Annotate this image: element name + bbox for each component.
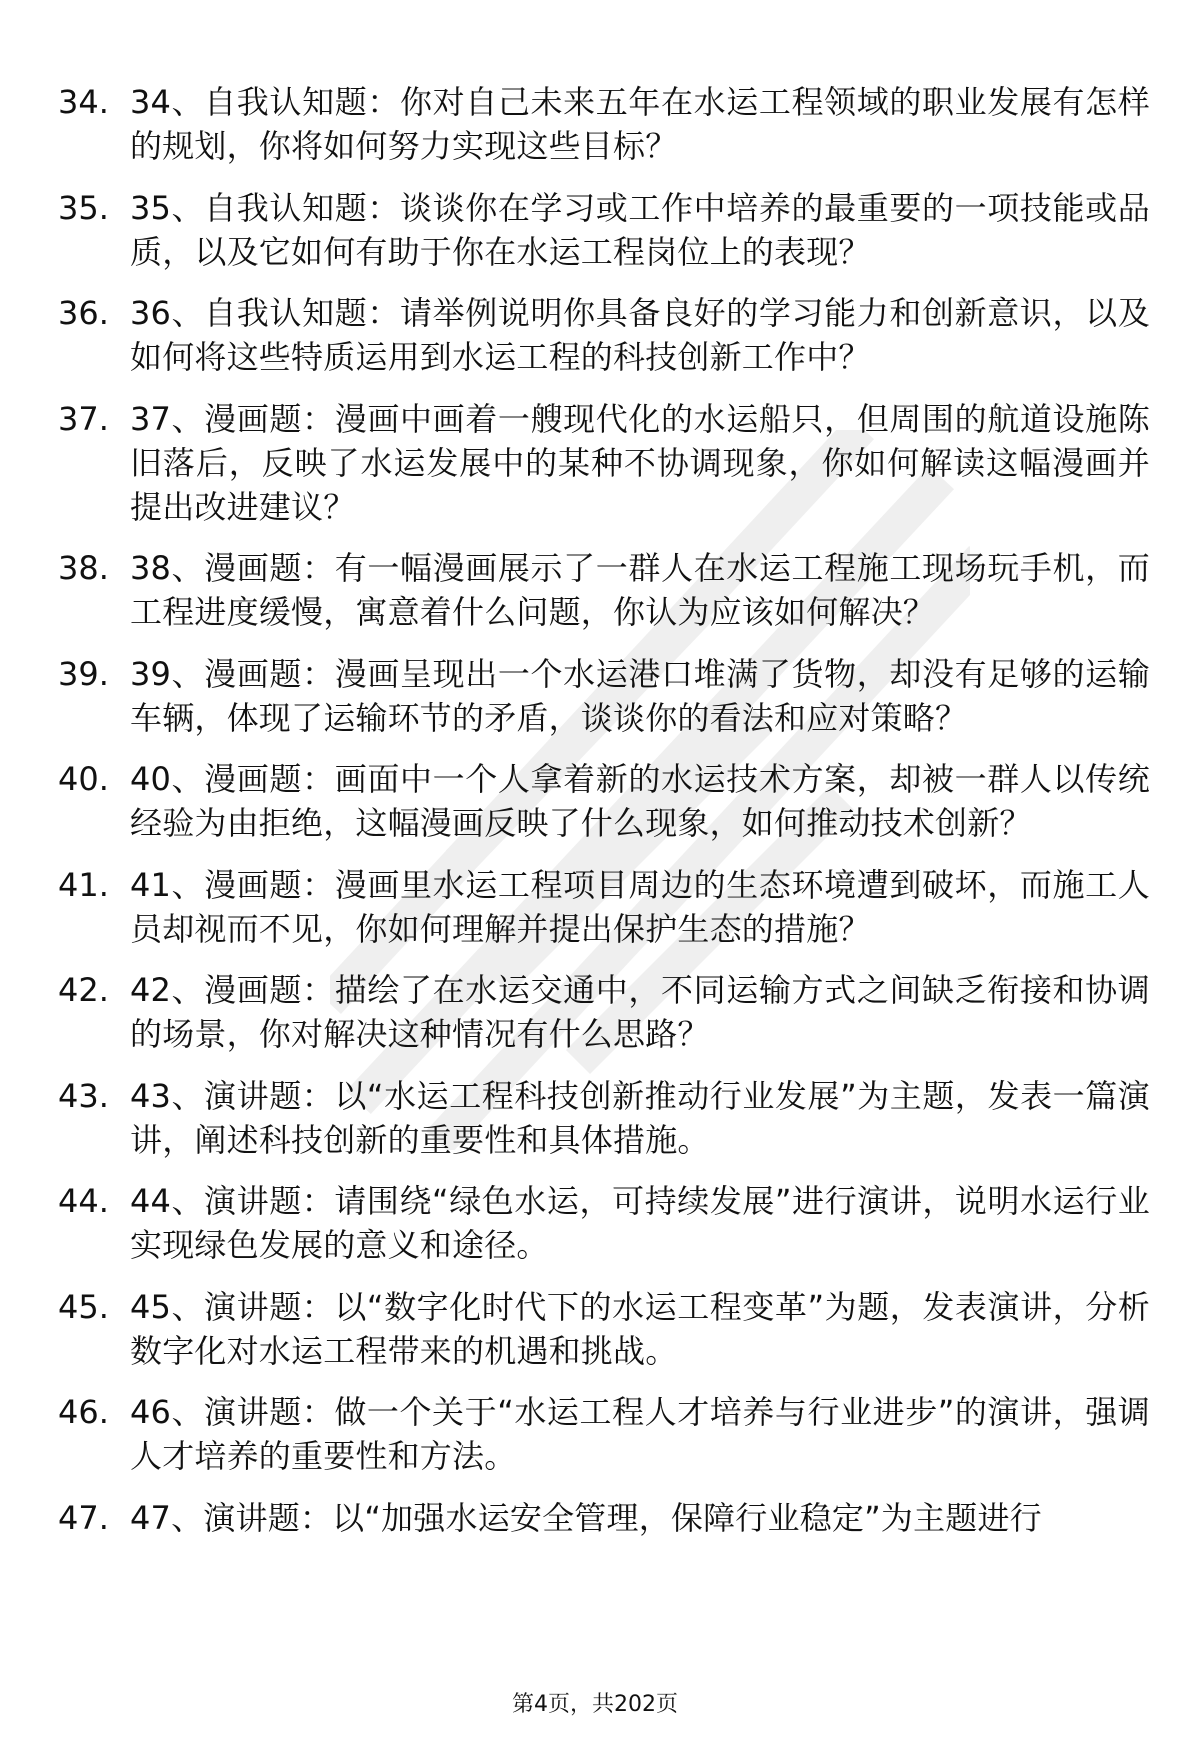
question-item: [58, 1496, 1150, 1540]
question-item: [58, 397, 1150, 529]
question-text: 44、演讲题：请围绕“绿色水运，可持续发展”进行演讲，说明水运行业实现绿色发展的意义和途径。: [130, 1182, 1150, 1264]
question-number: 44.: [58, 1182, 109, 1220]
question-text: 36、自我认知题：请举例说明你具备良好的学习能力和创新意识，以及如何将这些特质运用到水运工程的科技创新工作中？: [130, 294, 1150, 376]
question-item: [58, 1285, 1150, 1373]
question-text: 45、演讲题：以“数字化时代下的水运工程变革”为题，发表演讲，分析数字化对水运工程带来的机遇和挑战。: [130, 1287, 1150, 1370]
question-item: [58, 863, 1150, 951]
question-number: 37.: [58, 399, 109, 438]
question-number: 40.: [58, 760, 109, 798]
question-item: [58, 291, 1150, 379]
question-text: 46、演讲题：做一个关于“水运工程人才培养与行业进步”的演讲，强调人才培养的重要性和方法。: [130, 1393, 1150, 1475]
question-text: 39、漫画题：漫画呈现出一个水运港口堆满了货物，却没有足够的运输车辆，体现了运输环节的矛盾，谈谈你的看法和应对策略？: [130, 654, 1150, 737]
question-number: 42.: [58, 971, 109, 1009]
question-text: 47、演讲题：以“加强水运安全管理，保障行业稳定”为主题进行: [130, 1498, 1042, 1537]
question-text: 41、漫画题：漫画里水运工程项目周边的生态环境遭到破坏，而施工人员却视而不见，你如何理解并提出保护生态的措施？: [130, 865, 1150, 948]
question-item: [58, 968, 1150, 1056]
question-number: 41.: [58, 865, 109, 904]
question-item: [58, 186, 1150, 274]
question-number: 35.: [58, 188, 109, 227]
question-text: 37、漫画题：漫画中画着一艘现代化的水运船只，但周围的航道设施陈旧落后，反映了水运发展中的某种不协调现象，你如何解读这幅漫画并提出改进建议？: [130, 399, 1150, 526]
question-number: 36.: [58, 294, 109, 332]
question-item: [58, 1074, 1150, 1162]
question-number: 39.: [58, 654, 109, 693]
question-text: 35、自我认知题：谈谈你在学习或工作中培养的最重要的一项技能或品质，以及它如何有助于你在水运工程岗位上的表现？: [130, 188, 1150, 271]
question-item: [58, 546, 1150, 634]
question-number: 47.: [58, 1498, 109, 1537]
question-number: 34.: [58, 83, 109, 121]
question-item: [58, 1390, 1150, 1478]
question-number: 43.: [58, 1076, 109, 1115]
question-item: [58, 80, 1150, 168]
question-item: [58, 1179, 1150, 1267]
question-number: 46.: [58, 1393, 109, 1431]
question-text: 34、自我认知题：你对自己未来五年在水运工程领域的职业发展有怎样的规划，你将如何努力实现这些目标？: [130, 83, 1150, 165]
page-footer: [0, 1690, 1190, 1720]
question-list: [58, 80, 1150, 1557]
question-item: [58, 757, 1150, 845]
question-number: 38.: [58, 549, 109, 587]
question-number: 45.: [58, 1287, 109, 1326]
question-item: [58, 652, 1150, 740]
page-number-label: 第4页，共202页: [512, 1692, 678, 1717]
question-text: 43、演讲题：以“水运工程科技创新推动行业发展”为主题，发表一篇演讲，阐述科技创新的重要性和具体措施。: [130, 1076, 1150, 1159]
question-text: 40、漫画题：画面中一个人拿着新的水运技术方案，却被一群人以传统经验为由拒绝，这幅漫画反映了什么现象，如何推动技术创新？: [130, 760, 1150, 842]
question-text: 38、漫画题：有一幅漫画展示了一群人在水运工程施工现场玩手机，而工程进度缓慢，寓意着什么问题，你认为应该如何解决？: [130, 549, 1150, 631]
question-text: 42、漫画题：描绘了在水运交通中，不同运输方式之间缺乏衔接和协调的场景，你对解决这种情况有什么思路？: [130, 971, 1150, 1053]
